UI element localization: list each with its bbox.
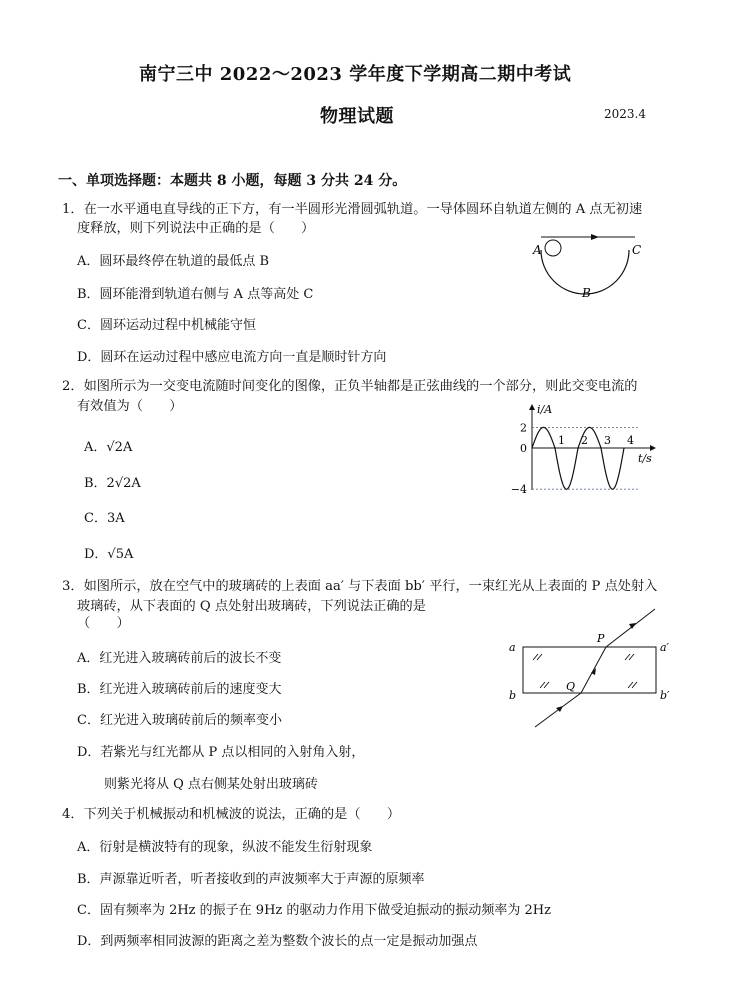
q1-option-c: C．圆环运动过程中机械能守恒	[77, 318, 256, 333]
label-p: P	[597, 632, 605, 645]
i-axis-arrow	[529, 404, 535, 410]
q1-option-d: D．圆环在运动过程中感应电流方向一直是顺时针方向	[77, 350, 387, 365]
x-tick-label: 3	[604, 434, 611, 447]
label-a: A	[533, 243, 542, 257]
q2-option-b: B．2√2A	[84, 476, 141, 491]
t-axis-label: t/s	[638, 452, 652, 465]
current-direction-arrow	[591, 234, 599, 240]
i-axis-label: i/A	[537, 403, 553, 416]
q3-stem-line3: （ ）	[77, 616, 130, 631]
label-b: B	[582, 286, 591, 300]
q4-option-c: C．固有频率为 2Hz 的振子在 9Hz 的驱动力作用下做受迫振动的振动频率为 2Hz	[77, 903, 551, 918]
exam-subject: 物理试题	[320, 106, 394, 127]
y-tick-label: 2	[520, 421, 527, 435]
label-c: C	[632, 243, 642, 257]
q1-option-b: B．圆环能滑到轨道右侧与 A 点等高处 C	[77, 287, 314, 302]
glass-block	[523, 647, 656, 693]
q3-figure-glass	[505, 605, 677, 730]
label-q: Q	[566, 680, 576, 693]
q1-figure-track	[525, 228, 655, 303]
label-a-prime: a′	[660, 641, 670, 654]
q4-option-b: B．声源靠近听者，听者接收到的声波频率大于声源的原频率	[77, 872, 425, 887]
q3-option-c: C．红光进入玻璃砖前后的频率变小	[77, 713, 282, 728]
q2-option-c: C．3A	[84, 511, 125, 526]
section-heading: 一、单项选择题：本题共 8 小题，每题 3 分共 24 分。	[58, 173, 407, 189]
y-tick-label: 0	[520, 442, 527, 455]
q1-stem-line2: 度释放，则下列说法中正确的是（ ）	[77, 221, 315, 236]
q2-current-graph	[510, 400, 660, 495]
q3-stem-line2: 玻璃砖，从下表面的 Q 点处射出玻璃砖，下列说法正确的是	[77, 599, 426, 614]
q2-option-a: A．√2A	[84, 440, 133, 455]
label-b: b	[509, 689, 517, 702]
t-axis-arrow	[650, 445, 656, 451]
label-a: a	[509, 641, 516, 654]
hatch-marks	[533, 654, 637, 688]
label-b-prime: b′	[660, 689, 670, 702]
q4-option-a: A．衍射是横波特有的现象，纵波不能发生衍射现象	[77, 840, 373, 855]
q3-option-b: B．红光进入玻璃砖前后的速度变大	[77, 682, 282, 697]
exam-date: 2023.4	[604, 107, 646, 121]
q4-stem-line1: 4．下列关于机械振动和机械波的说法，正确的是（ ）	[62, 807, 401, 822]
q3-option-d: D．若紫光与红光都从 P 点以相同的入射角入射，	[77, 745, 365, 760]
x-tick-label: 2	[581, 434, 588, 447]
q2-stem-line1: 2．如图所示为一交变电流随时间变化的图像，正负半轴都是正弦曲线的一个部分，则此交变电流的	[62, 379, 638, 394]
q3-option-a: A．红光进入玻璃砖前后的波长不变	[77, 651, 282, 666]
refracted-ray	[581, 647, 606, 693]
incident-ray	[606, 609, 655, 647]
q4-option-d: D．到两频率相同波源的距离之差为整数个波长的点一定是振动加强点	[77, 934, 478, 949]
conductor-ring	[545, 240, 561, 256]
q1-stem-line1: 1．在一水平通电直导线的正下方，有一半圆形光滑圆弧轨道。一导体圆环自轨道左侧的 A 点无初速	[62, 202, 643, 217]
q2-option-d: D．√5A	[84, 547, 134, 562]
q1-option-a: A．圆环最终停在轨道的最低点 B	[77, 254, 270, 269]
exam-title: 南宁三中 2022～2023 学年度下学期高二期中考试	[139, 64, 572, 85]
q2-stem-line2: 有效值为（ ）	[77, 399, 183, 414]
q3-stem-line1: 3．如图所示，放在空气中的玻璃砖的上表面 aa′ 与下表面 bb′ 平行，一束红光从上表面的 P 点处射入	[62, 579, 658, 594]
y-tick-label: −4	[510, 483, 527, 495]
q3-option-d-continued: 则紫光将从 Q 点右侧某处射出玻璃砖	[104, 777, 318, 792]
x-tick-label: 1	[558, 434, 565, 447]
x-tick-label: 4	[627, 434, 634, 447]
